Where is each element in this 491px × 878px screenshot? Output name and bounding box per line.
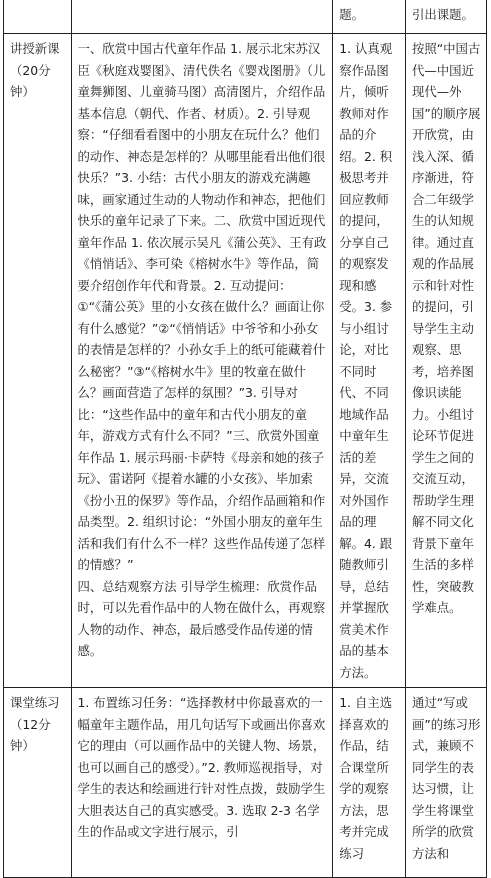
phase-cell bbox=[4, 0, 72, 34]
phase-cell: 讲授新课（20分钟） bbox=[4, 34, 72, 688]
table-row bbox=[4, 34, 487, 688]
teacher-activity-cell: 1. 布置练习任务：“选择教材中你最喜欢的一幅童年主题作品，用几句话写下或画出你喜欢它的理由（可以画作品中的关键人物、场景，也可以画自己的感受）。”2. 教师巡视指导，对学生的表达和绘画进行针对性点拨，鼓励学生大胆表达自己的真实感受。3. 选取 2-3 名学生的作品或文字进行展示，引 bbox=[71, 688, 333, 878]
student-activity-cell: 题。 bbox=[333, 0, 406, 34]
teacher-activity-cell: 一、欣赏中国古代童年作品 1. 展示北宋苏汉臣《秋庭戏婴图》、清代佚名《婴戏图册》（儿童舞狮图、儿童骑马图）高清图片，介绍作品基本信息（朝代、作者、材质）。2. 引导观察：“仔细看看图中的小朋友在玩什么？他们的动作、神态是怎样的？从哪里能看出他们很快乐？”3. 小结：古代小朋友的游戏充满趣味，画家通过生动的人物动作和神态，把他们快乐的童年记录了下来。二、欣赏中国近现代童年作品 1. 依次展示吴凡《蒲公英》、王有政《悄悄话》、李可染《榕树水牛》等作品，简要介绍创作年代和背景。2. 互动提问：①“《蒲公英》里的小女孩在做什么？画面让你有什么感觉？”②“《悄悄话》中爷爷和小孙女的表情是怎样的？小孙女手上的纸可能藏着什么秘密？”③“《榕树水牛》里的牧童在做什么？画面营造了怎样的氛围？”3. 引导对比：“这些作品中的童年和古代小朋友的童年，游戏方式有什么不同？”三、欣赏外国童年作品 1. 展示玛丽·卡萨特《母亲和她的孩子玩》、雷诺阿《提着水罐的小女孩》、毕加索《扮小丑的保罗》等作品，介绍作品画箱和作品类型。2. 组织讨论：“外国小朋友的童年生活和我们有什么不一样？这些作品传递了怎样的情感？” 四、总结观察方法 引导学生梳理：欣赏作品时，可以先看作品中的人物在做什么，再观察人物的动作、神态，最后感受作品传递的情感。 bbox=[71, 34, 333, 688]
design-intent-cell: 引出课题。 bbox=[405, 0, 486, 34]
student-activity-cell: 1. 自主选择喜欢的作品，结合课堂所学的观察方法，思考并完成练习 bbox=[333, 688, 406, 878]
table-row bbox=[4, 688, 487, 878]
phase-cell: 课堂练习（12分钟） bbox=[4, 688, 72, 878]
lesson-plan-table bbox=[3, 0, 487, 878]
teacher-activity-cell bbox=[71, 0, 333, 34]
table-row bbox=[4, 0, 487, 34]
design-intent-cell: 通过“写或画”的练习形式，兼顾不同学生的表达习惯，让学生将课堂所学的欣赏方法和 bbox=[405, 688, 486, 878]
design-intent-cell: 按照“中国古代—中国近现代—外国”的顺序展开欣赏，由浅入深、循序渐进，符合二年级学生的认知规律。通过直观的作品展示和针对性的提问，引导学生主动观察、思考，培养图像识读能力。小组讨论环节促进学生之间的交流互动，帮助学生理解不同文化背景下童年生活的多样性，突破教学难点。 bbox=[405, 34, 486, 688]
student-activity-cell: 1. 认真观察作品图片，倾听教师对作品的介绍。2. 积极思考并回应教师的提问，分享自己的观察发现和感受。3. 参与小组讨论，对比不同时代、不同地域作品中童年生活的差异，交流对外国作品的理解。4. 跟随教师引导，总结并掌握欣赏美术作品的基本方法。 bbox=[333, 34, 406, 688]
